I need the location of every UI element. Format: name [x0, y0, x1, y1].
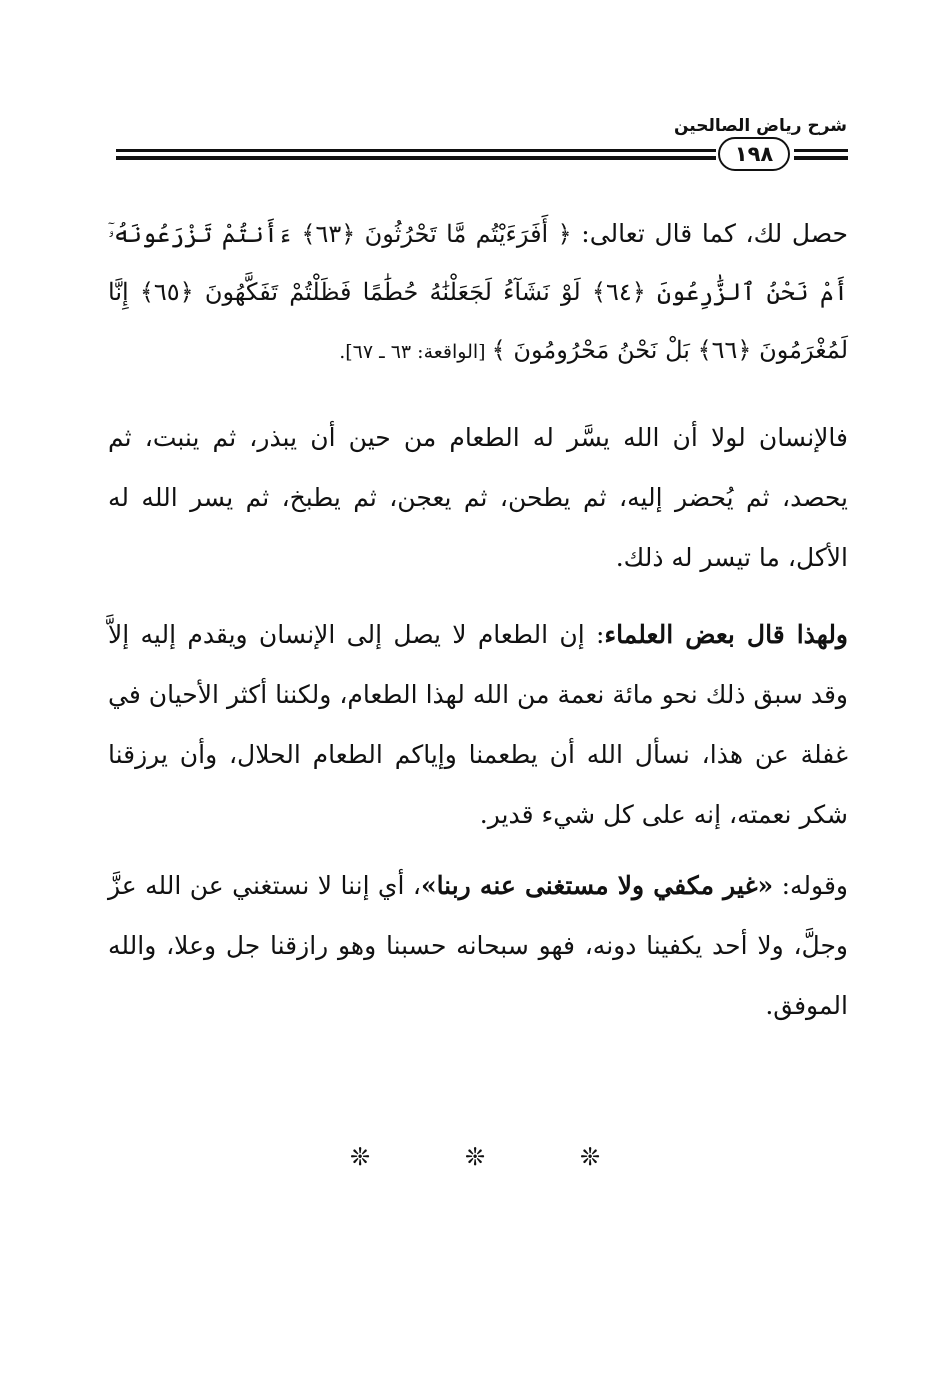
asterism-star-icon: ❊: [579, 1143, 601, 1171]
verse-intro: حصل لك، كما قال تعالى:: [571, 219, 848, 248]
paragraph-2-text: : إن الطعام لا يصل إلى الإنسان ويقدم إليه إلاَّ وقد سبق ذلك نحو مائة نعمة من الله لهذا الطعام، ولكننا أكثر الأحيان في غفلة عن هذا، نسأل الله أن يطعمنا وإياكم الطعام الحلال، وأن يرزقنا شكر نعمته، إنه على كل شيء قدير.: [108, 620, 848, 829]
verse-paragraph: [108, 205, 848, 381]
running-title: شرح رياض الصالحين: [673, 116, 847, 136]
hadith-quote: «غير مكفي ولا مستغنى عنه ربنا»: [420, 871, 774, 900]
paragraph-2-lead: ولهذا قال بعض العلماء: [604, 620, 849, 649]
paragraph-3-text: ، أي إننا لا نستغني عن الله عزَّ وجلَّ، ولا أحد يكفينا دونه، فهو سبحانه حسبنا وهو رازقنا جل وعلا، والله الموفق.: [108, 871, 848, 1020]
header-rule-top-left: [116, 149, 716, 152]
paragraph-3-start: وقوله:: [773, 871, 848, 900]
asterism-star-icon: ❊: [464, 1143, 486, 1171]
verse-reference: [الواقعة: ٦٣ ـ ٦٧].: [339, 341, 492, 363]
paragraph-3: [108, 856, 848, 1036]
header-rule-bottom-right: [794, 156, 848, 160]
header-rule-bottom-left: [116, 156, 716, 160]
page-number: ١٩٨: [718, 137, 790, 171]
asterism-star-icon: ❊: [349, 1143, 371, 1171]
header-rule-top-right: [794, 149, 848, 152]
paragraph-1: فالإنسان لولا أن الله يسَّر له الطعام من حين أن يبذر، ثم ينبت، ثم يحصد، ثم يُحضر إليه، ثم يطحن، ثم يعجن، ثم يطبخ، ثم يسر الله له الأكل، ما تيسر له ذلك.: [108, 423, 848, 572]
section-separator: [340, 1143, 610, 1171]
paragraph-2: [108, 605, 848, 845]
quran-verse: ﴿ أَفَرَءَيْتُم مَّا تَحْرُثُونَ ﴿٦٣﴾ ءَأَنتُمْ تَزْرَعُونَهُۥٓ أَمْ نَحْنُ ٱلزَّٰرِعُونَ ﴿٦٤﴾ لَوْ نَشَآءُ لَجَعَلْنَٰهُ حُطَٰمًا فَظَلْتُمْ تَفَكَّهُونَ ﴿٦٥﴾ إِنَّا لَمُغْرَمُونَ ﴿٦٦﴾ بَلْ نَحْنُ مَحْرُومُونَ ﴾: [108, 220, 849, 364]
